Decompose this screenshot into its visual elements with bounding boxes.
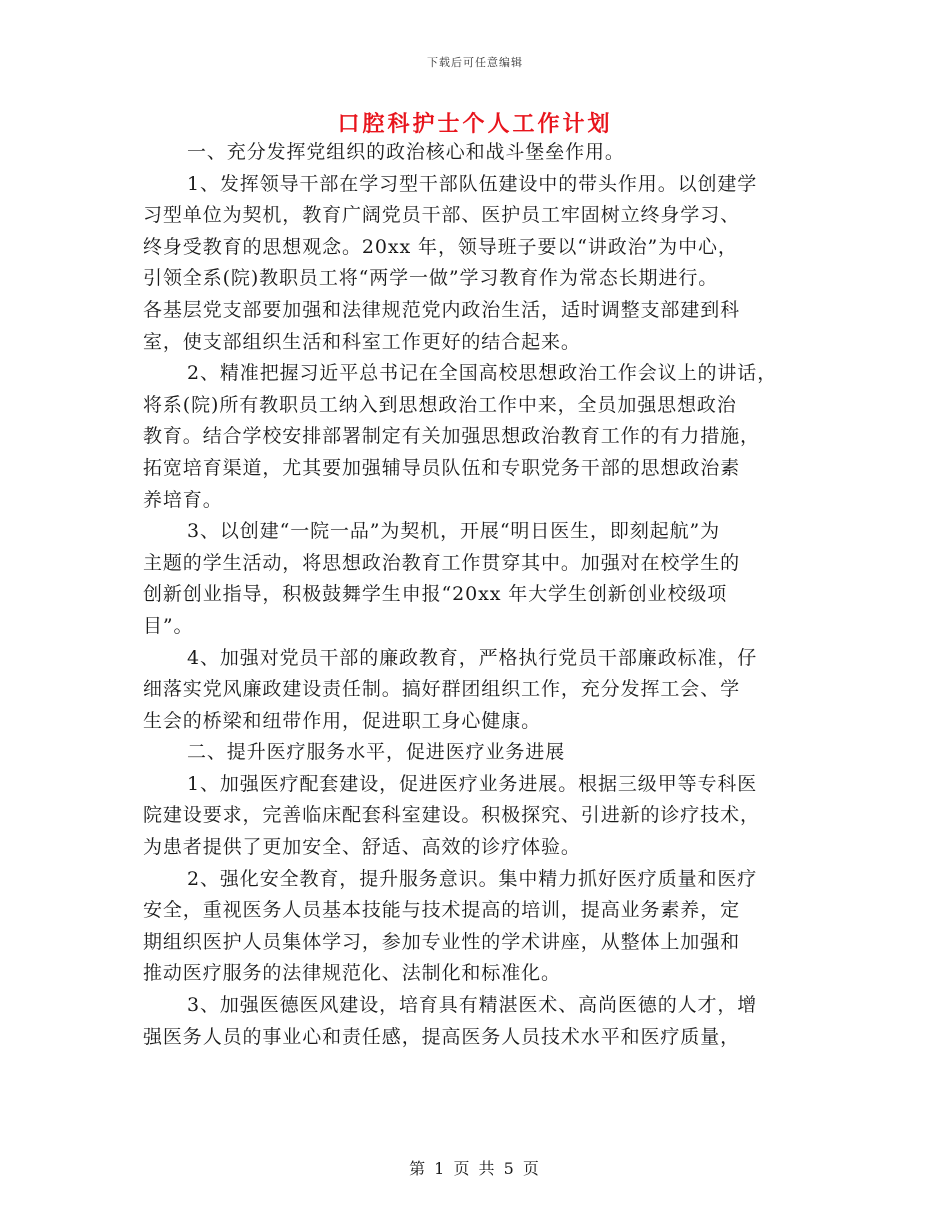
text-line: 终身受教育的思想观念。20xx 年，领导班子要以“讲政治”为中心， [143, 235, 738, 258]
text-line: 1、发挥领导干部在学习型干部队伍建设中的带头作用。以创建学 [187, 172, 758, 195]
text-line: 室，使支部组织生活和科室工作更好的结合起来。 [143, 330, 581, 353]
text-line: 3、以创建“一院一品”为契机，开展“明日医生，即刻起航”为 [187, 520, 721, 543]
text-line: 生会的桥梁和纽带作用，促进职工身心健康。 [143, 709, 542, 732]
text-line: 习型单位为契机，教育广阔党员干部、医护员工牢固树立终身学习、 [143, 204, 741, 227]
text-line: 将系(院)所有教职员工纳入到思想政治工作中来，全员加强思想政治 [143, 393, 737, 416]
text-line: 主题的学生活动，将思想政治教育工作贯穿其中。加强对在校学生的 [143, 551, 741, 574]
text-line: 养培育。 [143, 488, 223, 511]
text-line: 强医务人员的事业心和责任感，提高医务人员技术水平和医疗质量， [143, 1025, 741, 1048]
document-body [143, 137, 823, 1053]
text-line: 教育。结合学校安排部署制定有关加强思想政治教育工作的有力措施， [143, 425, 760, 448]
text-line: 引领全系(院)教职员工将“两学一做”学习教育作为常态长期进行。 [143, 267, 719, 290]
text-line: 二、提升医疗服务水平，促进医疗业务进展 [187, 741, 566, 764]
text-line: 期组织医护人员集体学习，参加专业性的学术讲座，从整体上加强和 [143, 930, 741, 953]
text-line: 4、加强对党员干部的廉政教育，严格执行党员干部廉政标准，仔 [187, 646, 758, 669]
text-line: 3、加强医德医风建设，培育具有精湛医术、高尚医德的人才，增 [187, 994, 758, 1017]
text-line: 一、充分发挥党组织的政治核心和战斗堡垒作用。 [187, 141, 625, 163]
text-line: 拓宽培育渠道，尤其要加强辅导员队伍和专职党务干部的思想政治素 [143, 456, 741, 479]
text-line: 院建设要求，完善临床配套科室建设。积极探究、引进新的诊疗技术， [143, 804, 760, 827]
text-line: 2、强化安全教育，提升服务意识。集中精力抓好医疗质量和医疗 [187, 867, 758, 890]
text-line: 为患者提供了更加安全、舒适、高效的诊疗体验。 [143, 836, 581, 859]
text-line: 推动医疗服务的法律规范化、法制化和标准化。 [143, 962, 561, 985]
text-line: 1、加强医疗配套建设，促进医疗业务进展。根据三级甲等专科医 [187, 772, 758, 795]
header-note: 下载后可任意编辑 [427, 56, 523, 69]
text-line: 安全，重视医务人员基本技能与技术提高的培训，提高业务素养，定 [143, 899, 741, 922]
document-title: 口腔科护士个人工作计划 [337, 111, 613, 137]
text-line: 创新创业指导，积极鼓舞学生申报“20xx 年大学生创新创业校级项 [143, 583, 728, 606]
page-footer: 第 1 页 共 5 页 [409, 1159, 541, 1178]
text-line: 细落实党风廉政建设责任制。搞好群团组织工作，充分发挥工会、学 [143, 678, 741, 701]
text-line: 目”。 [143, 614, 194, 637]
text-line: 各基层党支部要加强和法律规范党内政治生活，适时调整支部建到科 [143, 298, 741, 321]
text-line: 2、精准把握习近平总书记在全国高校思想政治工作会议上的讲话， [187, 362, 778, 385]
